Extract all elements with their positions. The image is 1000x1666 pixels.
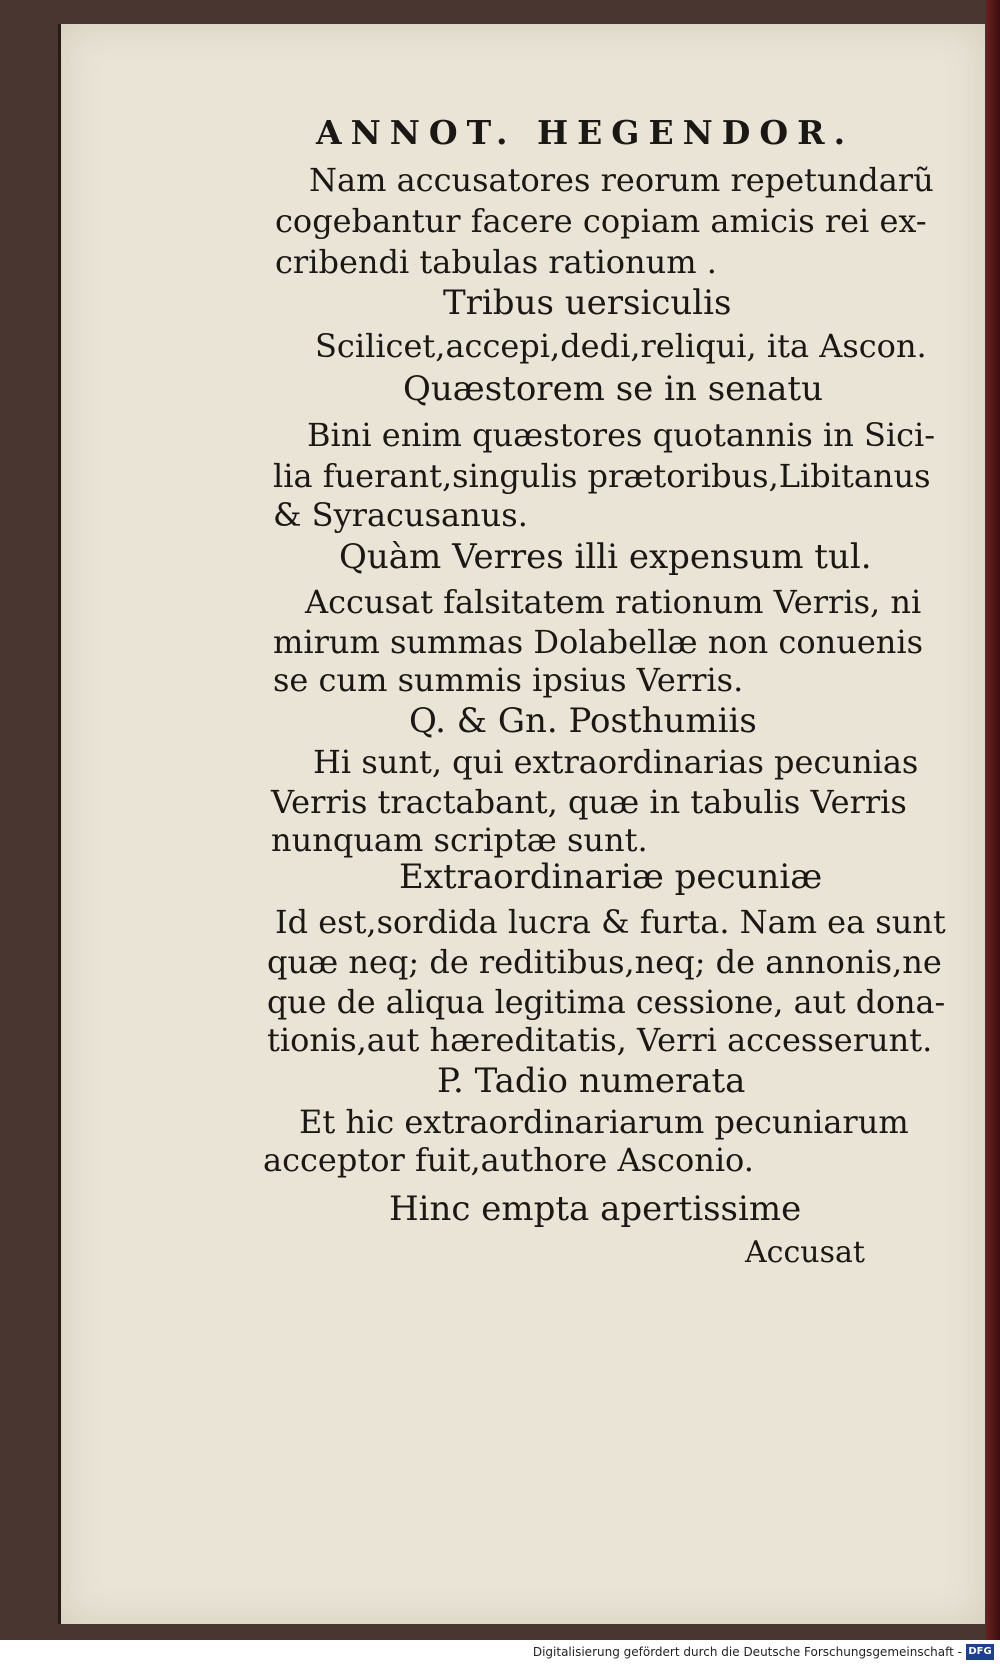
text-line: lia fuerant,singulis prætoribus,Libitanus xyxy=(273,457,931,495)
text-line: cogebantur facere copiam amicis rei ex- xyxy=(275,202,927,240)
text-line: se cum summis ipsius Verris. xyxy=(273,661,744,699)
lemma-heading: Quæstorem se in senatu xyxy=(403,369,823,409)
text-line: tionis,aut hæreditatis, Verri accesserunt. xyxy=(267,1021,933,1059)
digitization-credit: Digitalisierung gefördert durch die Deutsche Forschungsgemeinschaft - xyxy=(532,1645,962,1659)
catchword: Accusat xyxy=(745,1235,865,1270)
lemma-heading: Q. & Gn. Posthumiis xyxy=(409,701,757,741)
text-line: Verris tractabant, quæ in tabulis Verris xyxy=(271,783,907,821)
text-line: Bini enim quæstores quotannis in Sici- xyxy=(307,416,936,454)
text-line: acceptor fuit,authore Asconio. xyxy=(263,1141,754,1179)
page-text xyxy=(61,24,985,1624)
text-line: Nam accusatores reorum repetundarũ xyxy=(309,161,934,199)
text-line: que de aliqua legitima cessione, aut dona- xyxy=(267,983,946,1021)
text-line: Accusat falsitatem rationum Verris, ni xyxy=(305,583,922,621)
lemma-heading: P. Tadio numerata xyxy=(437,1061,746,1101)
text-line: nunquam scriptæ sunt. xyxy=(271,821,648,859)
text-line: Id est,sordida lucra & furta. Nam ea sunt xyxy=(275,903,946,941)
footer-bar xyxy=(0,1640,1000,1666)
text-line: Scilicet,accepi,dedi,reliqui, ita Ascon. xyxy=(315,327,927,365)
text-line: & Syracusanus. xyxy=(273,496,528,534)
lemma-heading: Quàm Verres illi expensum tul. xyxy=(339,537,872,577)
lemma-heading: Tribus uersiculis xyxy=(443,283,732,323)
text-line: quæ neq; de reditibus,neq; de annonis,ne xyxy=(267,943,942,981)
running-head: ANNOT. HEGENDOR. xyxy=(316,113,855,152)
dfg-logo-icon: DFG xyxy=(966,1644,994,1660)
text-line: cribendi tabulas rationum . xyxy=(275,243,717,281)
text-line: Et hic extraordinariarum pecuniarum xyxy=(299,1103,909,1141)
lemma-heading: Extraordinariæ pecuniæ xyxy=(399,857,823,897)
book-edge xyxy=(986,0,1000,1640)
text-line: mirum summas Dolabellæ non conuenis xyxy=(273,623,924,661)
text-line: Hi sunt, qui extraordinarias pecunias xyxy=(313,743,919,781)
book-page xyxy=(58,24,985,1624)
lemma-heading: Hinc empta apertissime xyxy=(389,1189,802,1229)
